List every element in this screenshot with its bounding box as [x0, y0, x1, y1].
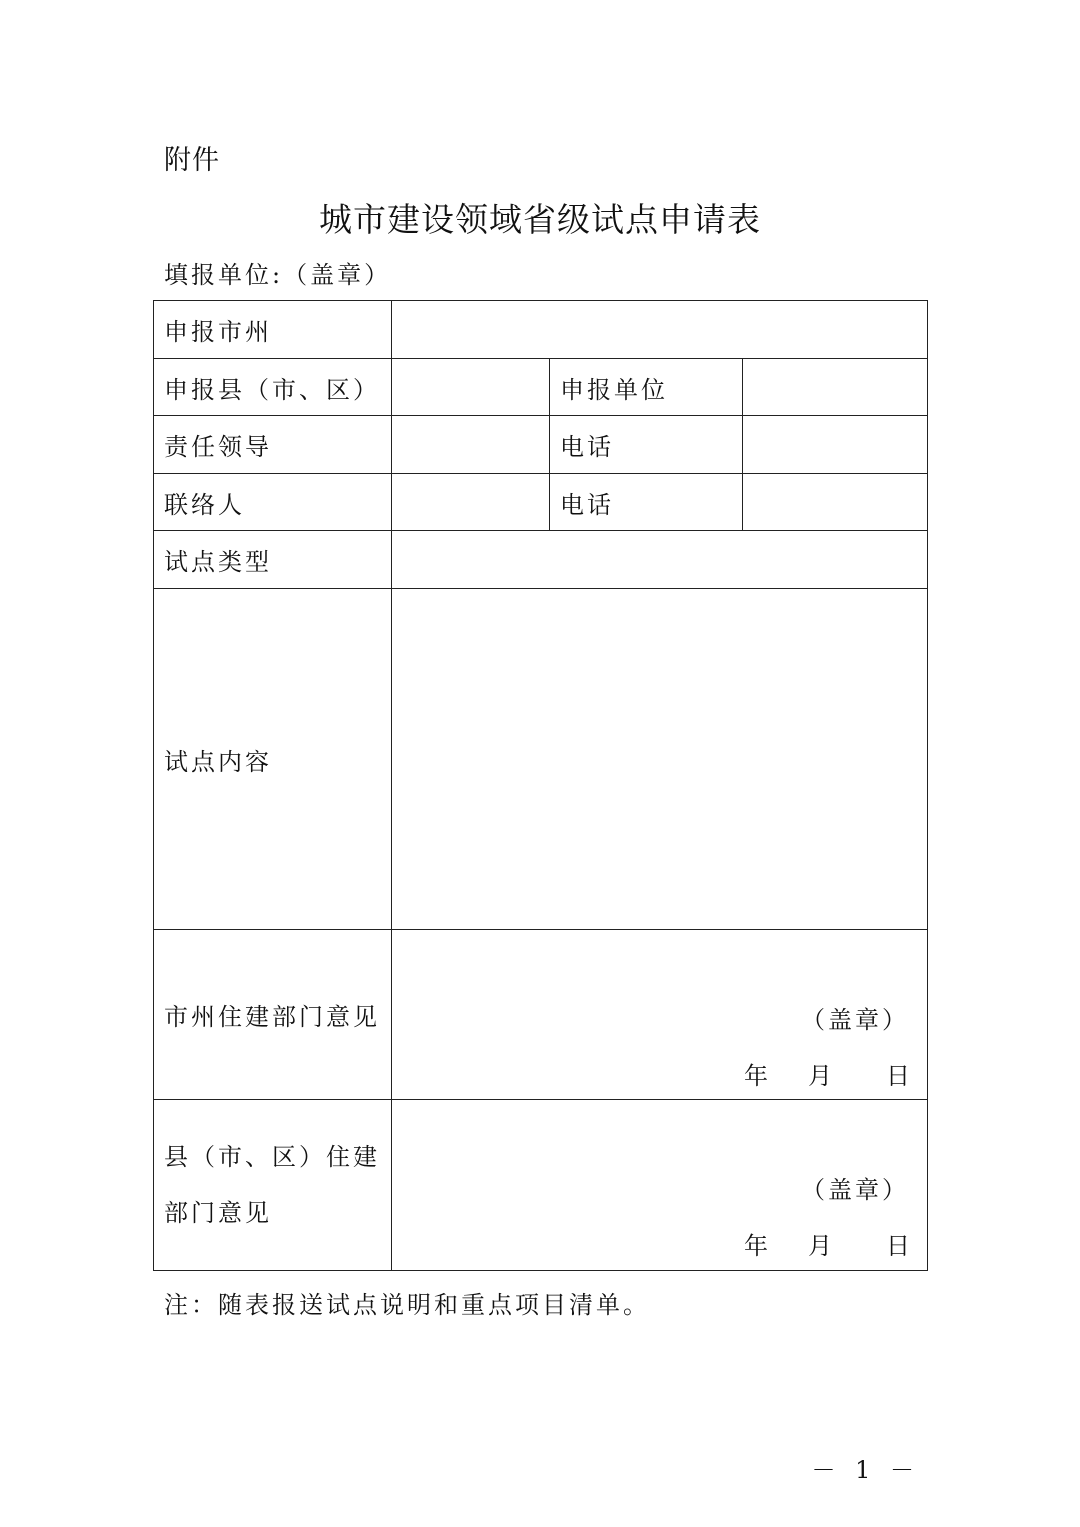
- label-pilot-type: 试点类型: [154, 531, 392, 589]
- input-contact[interactable]: [392, 474, 550, 531]
- footnote: 注：随表报送试点说明和重点项目清单。: [164, 1291, 650, 1319]
- input-city[interactable]: [392, 301, 928, 359]
- row-county-opinion: [154, 1100, 928, 1271]
- city-stamp-label: （盖章）: [801, 1006, 910, 1034]
- input-pilot-type[interactable]: [392, 531, 928, 589]
- form-title: 城市建设领域省级试点申请表: [319, 200, 761, 239]
- filling-unit-line: 填报单位:（盖章）: [164, 261, 392, 289]
- county-day-label: 日: [886, 1232, 914, 1260]
- city-opinion-cell[interactable]: [392, 930, 928, 1100]
- county-date: [744, 1226, 913, 1261]
- label-leader-phone: 电话: [550, 416, 743, 474]
- county-year-label: 年: [744, 1232, 772, 1260]
- input-leader[interactable]: [392, 416, 550, 474]
- attachment-label: 附件: [164, 145, 220, 176]
- row-county: [154, 359, 928, 416]
- input-unit[interactable]: [743, 359, 928, 416]
- city-month-label: 月: [808, 1062, 836, 1090]
- county-opinion-cell[interactable]: [392, 1100, 928, 1271]
- row-pilot-content: [154, 589, 928, 930]
- city-year-label: 年: [744, 1062, 772, 1090]
- input-pilot-content[interactable]: [392, 589, 928, 930]
- label-unit: 申报单位: [550, 359, 743, 416]
- row-city-opinion: [154, 930, 928, 1100]
- city-date: [744, 1056, 913, 1091]
- label-leader: 责任领导: [154, 416, 392, 474]
- label-county: 申报县（市、区）: [154, 359, 392, 416]
- city-day-label: 日: [886, 1062, 914, 1090]
- row-city: [154, 301, 928, 359]
- row-contact: [154, 474, 928, 531]
- county-stamp-label: （盖章）: [801, 1176, 910, 1204]
- application-form-table: [153, 300, 928, 1271]
- label-county-opinion: 县（市、区）住建部门意见: [154, 1100, 392, 1271]
- input-county[interactable]: [392, 359, 550, 416]
- label-city: 申报市州: [154, 301, 392, 359]
- row-pilot-type: [154, 531, 928, 589]
- county-month-label: 月: [808, 1232, 836, 1260]
- input-contact-phone[interactable]: [743, 474, 928, 531]
- label-contact-phone: 电话: [550, 474, 743, 531]
- label-pilot-content: 试点内容: [154, 589, 392, 930]
- label-contact: 联络人: [154, 474, 392, 531]
- input-leader-phone[interactable]: [743, 416, 928, 474]
- page-number: － 1 －: [811, 1456, 920, 1484]
- label-city-opinion: 市州住建部门意见: [154, 930, 392, 1100]
- row-leader: [154, 416, 928, 474]
